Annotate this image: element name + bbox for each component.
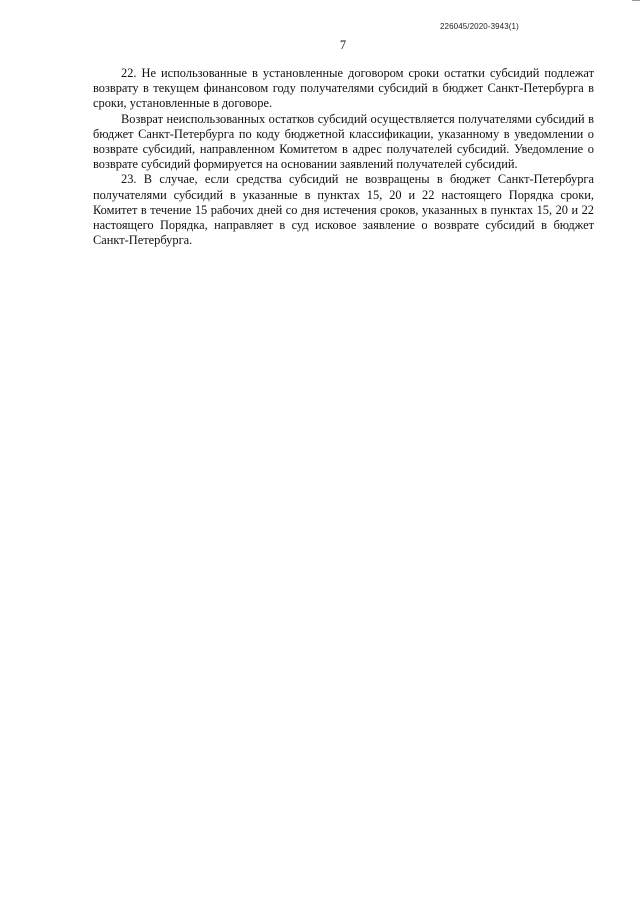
paragraph-refund-procedure: Возврат неиспользованных остатков субсидий осуществляется получателями субсидий в бюджет Санкт-Петербурга по коду бюджетной классификации, указанному в уведомлении о возврате субсидий, направленном Комитетом в адрес получателей субсидий. Уведомление о возврате субсидий формируется на основании заявлений получателей субсидий.: [93, 111, 594, 172]
document-registration-number: 226045/2020-3943(1): [440, 22, 519, 31]
document-body: [93, 66, 594, 248]
paragraph-22: 22. Не использованные в установленные договором сроки остатки субсидий подлежат возврату в текущем финансовом году получателями субсидий в бюджет Санкт-Петербурга в сроки, установленные в договоре.: [93, 66, 594, 111]
scan-corner-mark: [632, 0, 640, 4]
page-number: 7: [339, 38, 347, 52]
paragraph-23: 23. В случае, если средства субсидий не возвращены в бюджет Санкт-Петербурга получателями субсидий в указанные в пунктах 15, 20 и 22 настоящего Порядка сроки, Комитет в течение 15 рабочих дней со дня истечения сроков, указанных в пунктах 15, 20 и 22 настоящего Порядка, направляет в суд исковое заявление о возврате субсидий в бюджет Санкт-Петербурга.: [93, 172, 594, 248]
